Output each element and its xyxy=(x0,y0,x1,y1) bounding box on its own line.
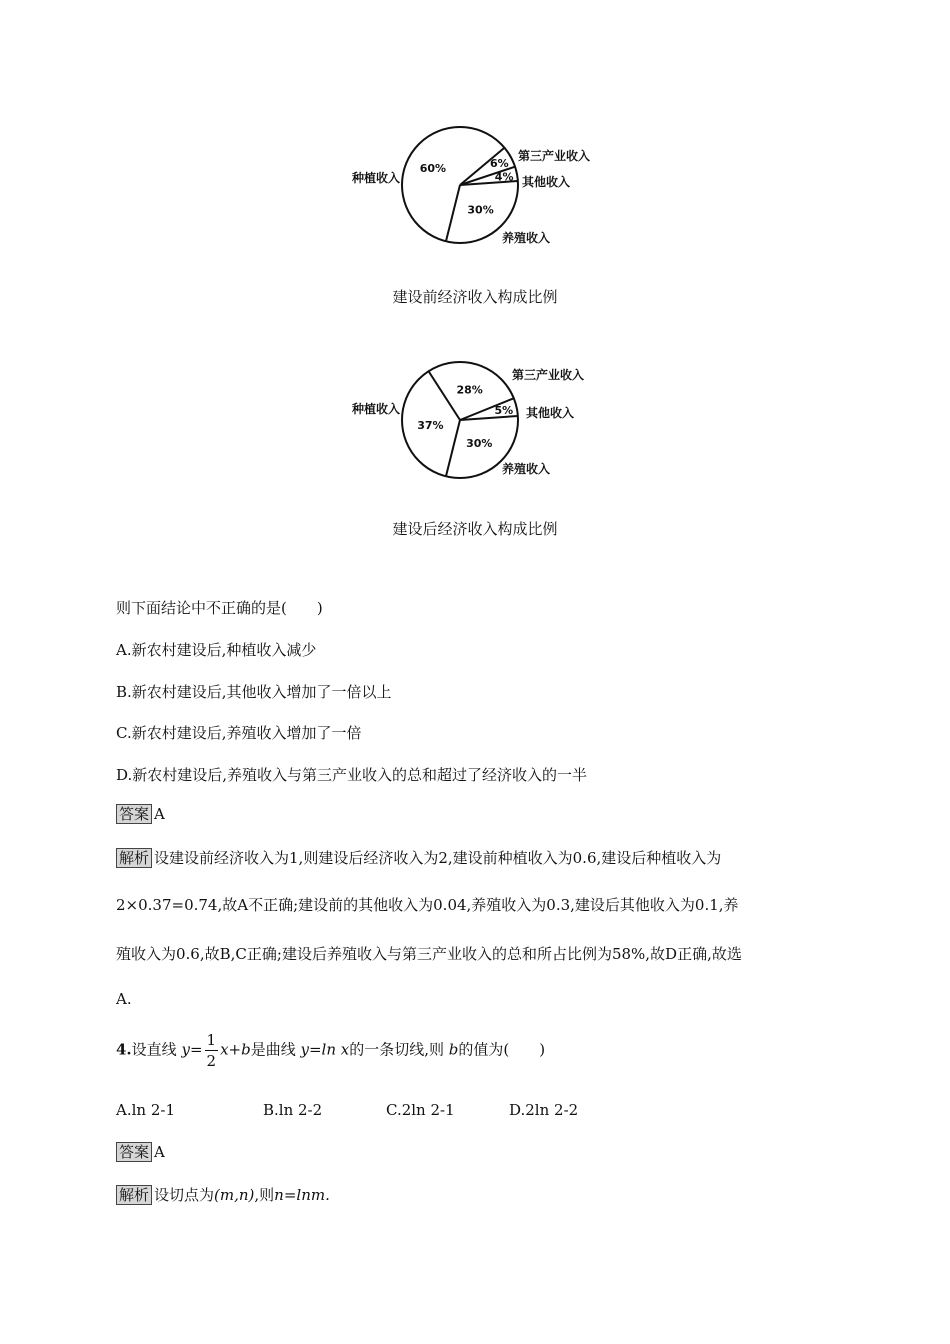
fraction-denominator: 2 xyxy=(206,1052,217,1070)
q4-text-3: 的一条切线,则 xyxy=(349,1040,445,1059)
analysis-text-1: 设建设前经济收入为1,则建设后经济收入为2,建设前种植收入为0.6,建设后种植收入为 xyxy=(154,849,722,867)
q4-text-1: 设直线 xyxy=(131,1040,177,1059)
pie-slice-value: 37% xyxy=(417,418,444,432)
pie-slice-label: 其他收入 xyxy=(526,406,575,420)
q4-analysis-tag: 解析 xyxy=(116,1185,152,1205)
q4-answer-tag: 答案 xyxy=(116,1142,152,1162)
q4-option-a: A.ln 2-1 xyxy=(116,1101,175,1119)
pie-slice-value: 30% xyxy=(467,203,494,217)
pie-slice-label: 种植收入 xyxy=(351,171,400,185)
question-number: 4. xyxy=(116,1040,132,1059)
q4-option-d: D.2ln 2-2 xyxy=(509,1101,579,1119)
analysis-line-2: 2×0.37=0.74,故A不正确;建设前的其他收入为0.04,养殖收入为0.3,建设后其他收入为0.1,养 xyxy=(116,896,739,914)
pie-slice-value: 30% xyxy=(466,436,493,450)
q4-answer-value: A xyxy=(154,1143,165,1161)
pie-slice-label: 养殖收入 xyxy=(502,462,551,476)
analysis-line-1 xyxy=(116,847,721,868)
q4-analysis-mid: ,则 xyxy=(254,1186,275,1204)
pie-slice-label: 其他收入 xyxy=(522,175,571,189)
pie-slice-value: 5% xyxy=(494,403,514,417)
pie-chart-after-svg xyxy=(340,355,620,485)
fraction-one-half xyxy=(205,1030,219,1071)
answer-row xyxy=(116,804,165,824)
pie-slice-boundary xyxy=(446,420,460,476)
pie-slice-label: 第三产业收入 xyxy=(518,149,591,163)
pie-slice-label: 养殖收入 xyxy=(502,231,551,245)
analysis-line-4: A. xyxy=(116,990,132,1008)
pie-slice-boundary xyxy=(446,185,460,241)
q4-text-4: 的值为( ) xyxy=(458,1040,546,1059)
q4-answer-row xyxy=(116,1142,165,1162)
question-4-stem xyxy=(116,1030,545,1071)
question-stem: 则下面结论中不正确的是( ) xyxy=(116,599,323,617)
q4-text-2: 是曲线 xyxy=(250,1040,296,1059)
q4-analysis-eq: n=lnm. xyxy=(274,1186,330,1204)
pie-chart-after xyxy=(340,355,620,485)
chart-caption-before: 建设前经济收入构成比例 xyxy=(392,288,558,306)
pie-slice-label: 种植收入 xyxy=(351,402,400,416)
answer-value: A xyxy=(154,805,165,823)
q4-option-b: B.ln 2-2 xyxy=(263,1101,323,1119)
pie-slice-boundary xyxy=(429,371,460,420)
q4-option-c: C.2ln 2-1 xyxy=(386,1101,455,1119)
pie-slice-value: 60% xyxy=(419,162,447,176)
option-b: B.新农村建设后,其他收入增加了一倍以上 xyxy=(116,683,392,701)
option-c: C.新农村建设后,养殖收入增加了一倍 xyxy=(116,724,362,742)
analysis-tag: 解析 xyxy=(116,848,152,868)
option-a: A.新农村建设后,种植收入减少 xyxy=(116,641,317,659)
q4-x-plus-b: x+b xyxy=(220,1040,251,1059)
q4-b: b xyxy=(448,1040,459,1059)
pie-slice-value: 28% xyxy=(456,383,483,397)
q4-y-eq: y= xyxy=(181,1040,203,1059)
answer-tag: 答案 xyxy=(116,804,152,824)
q4-options xyxy=(116,1101,578,1119)
q4-analysis-point: (m,n) xyxy=(214,1186,255,1204)
analysis-line-3: 殖收入为0.6,故B,C正确;建设后养殖收入与第三产业收入的总和所占比例为58%,故D正确,故选 xyxy=(116,945,742,963)
q4-analysis-row xyxy=(116,1184,330,1205)
chart-caption-after: 建设后经济收入构成比例 xyxy=(392,520,558,538)
pie-slice-value: 4% xyxy=(494,170,514,184)
pie-slice-value: 6% xyxy=(489,157,509,171)
q4-curve: y=ln x xyxy=(300,1040,350,1059)
fraction-numerator: 1 xyxy=(206,1031,217,1049)
pie-slice-label: 第三产业收入 xyxy=(512,368,585,382)
pie-chart-before-svg xyxy=(340,120,620,260)
option-d: D.新农村建设后,养殖收入与第三产业收入的总和超过了经济收入的一半 xyxy=(116,766,588,784)
pie-chart-before xyxy=(340,120,620,260)
q4-analysis-pre: 设切点为 xyxy=(154,1186,215,1204)
